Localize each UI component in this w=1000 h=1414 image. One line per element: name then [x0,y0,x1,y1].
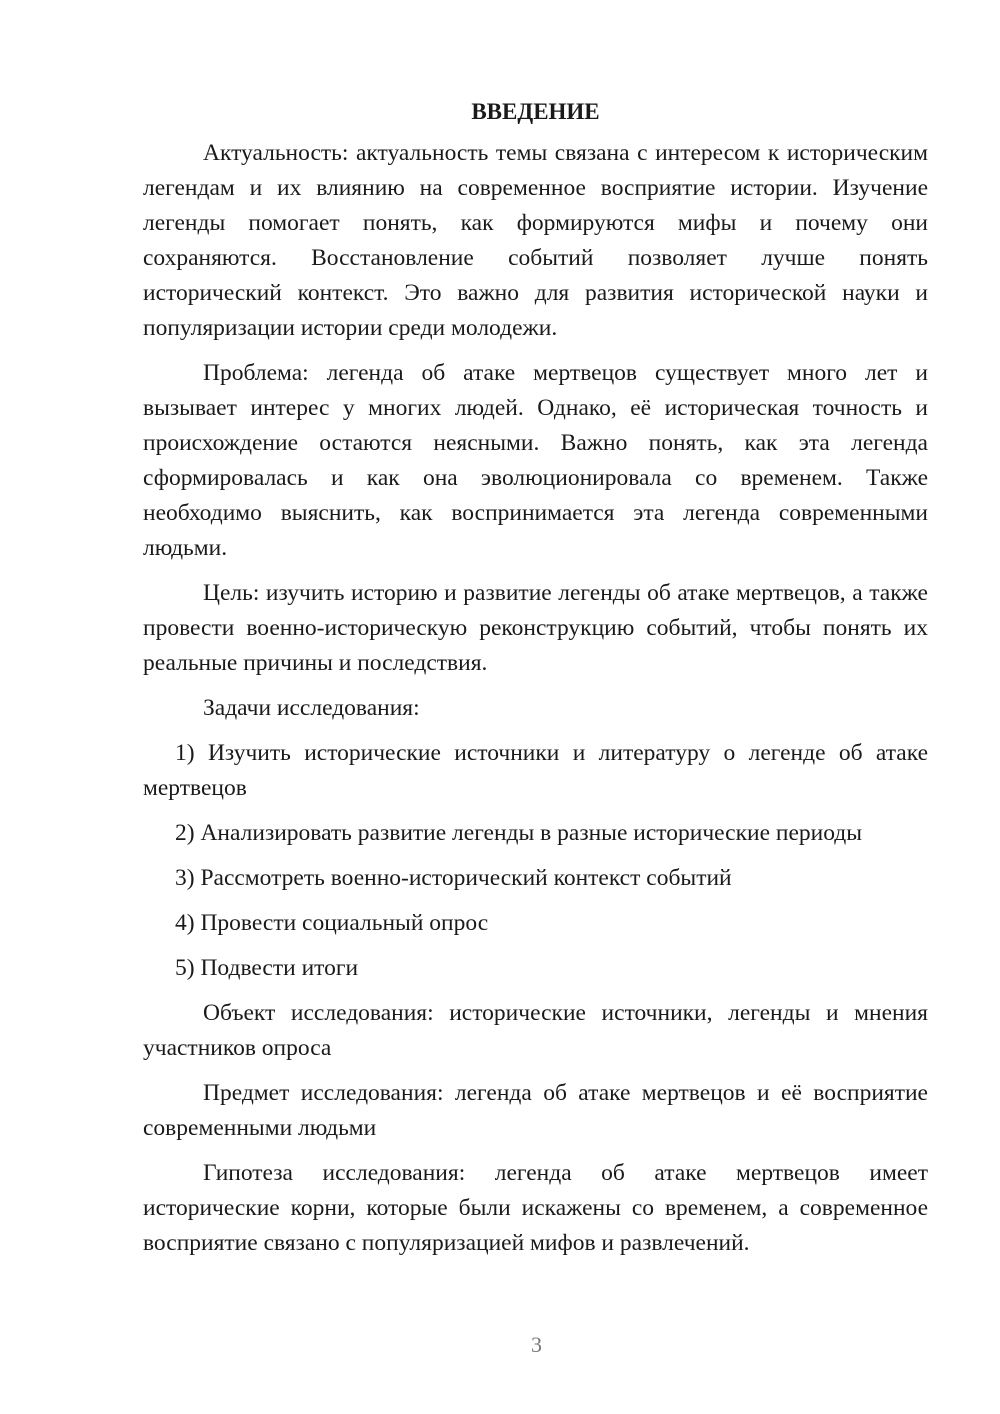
page-number: 3 [531,1332,542,1357]
relevance-paragraph: Актуальность: актуальность темы связана с интересом к историческим легендам и их влиянию на современное восприятие истории. Изучение легенды помогает понять, как формируются мифы и почему они сохраняются. Восстановление событий позволяет лучше понять исторический контекст. Это важно для развития исторической науки и популяризации истории среди молодежи. [143,140,928,341]
tasks-heading: Задачи исследования: [203,695,420,721]
goal-paragraph: Цель: изучить историю и развитие легенды об атаке мертвецов, а также провести военно-историческую реконструкцию событий, чтобы понять их реальные причины и последствия. [143,580,928,676]
subject-paragraph: Предмет исследования: легенда об атаке мертвецов и её восприятие современными людьми [143,1080,928,1141]
task-item: 1) Изучить исторические источники и литературу о легенде об атаке мертвецов [143,740,928,801]
object-paragraph: Объект исследования: исторические источники, легенды и мнения участников опроса [143,1000,928,1061]
task-item: 3) Рассмотреть военно-исторический контекст событий [175,865,732,891]
hypothesis-paragraph: Гипотеза исследования: легенда об атаке мертвецов имеет исторические корни, которые были искажены со временем, а современное восприятие связано с популяризацией мифов и развлечений. [143,1160,928,1256]
task-item: 4) Провести социальный опрос [175,910,489,936]
section-title: ВВЕДЕНИЕ [471,99,600,124]
problem-paragraph: Проблема: легенда об атаке мертвецов существует много лет и вызывает интерес у многих людей. Однако, её историческая точность и происхождение остаются неясными. Важно понять, как эта легенда сформировалась и как она эволюционировала со временем. Также необходимо выяснить, как воспринимается эта легенда современными людьми. [143,360,928,561]
task-item: 5) Подвести итоги [175,955,359,981]
task-item: 2) Анализировать развитие легенды в разные исторические периоды [175,820,863,846]
page-content [143,97,928,1271]
